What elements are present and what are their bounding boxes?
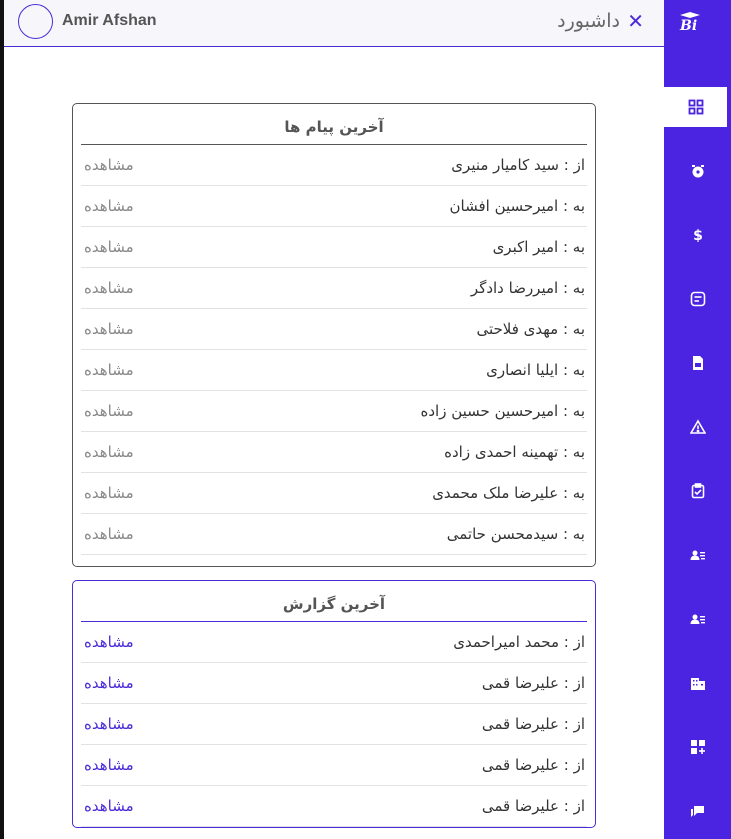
message-row (81, 391, 587, 432)
message-row (81, 227, 587, 268)
view-link[interactable]: مشاهده (84, 238, 134, 256)
message-row (81, 473, 587, 514)
view-link[interactable]: مشاهده (84, 797, 134, 815)
alarm-icon (690, 163, 706, 179)
latest-reports-card (72, 580, 596, 828)
sidebar (664, 0, 731, 839)
sidebar-item-chat[interactable] (664, 791, 731, 831)
page-title: داشبورد (557, 10, 620, 32)
report-sender: از : محمد امیراحمدی (453, 633, 585, 651)
warning-icon (690, 419, 706, 435)
message-recipient: به : امیرحسین حسین زاده (420, 402, 585, 420)
message-row (81, 309, 587, 350)
sidebar-item-contacts[interactable] (664, 599, 731, 639)
chat-icon (690, 803, 706, 819)
view-link[interactable]: مشاهده (84, 756, 134, 774)
view-link[interactable]: مشاهده (84, 525, 134, 543)
sidebar-item-widgets[interactable] (664, 727, 731, 767)
message-recipient: به : تهمینه احمدی زاده (444, 443, 585, 461)
top-bar (4, 0, 664, 47)
svg-text:$: $ (692, 228, 703, 243)
clipboard-check-icon (690, 483, 706, 499)
report-row (81, 745, 587, 786)
sidebar-item-warnings[interactable] (664, 407, 731, 447)
latest-reports-title: آخرین گزارش (81, 581, 587, 622)
report-sender: از : علیرضا قمی (481, 674, 585, 692)
sidebar-item-documents[interactable] (664, 343, 731, 383)
view-link[interactable]: مشاهده (84, 156, 134, 174)
view-link[interactable]: مشاهده (84, 320, 134, 338)
sidebar-item-users[interactable] (664, 535, 731, 575)
view-link[interactable]: مشاهده (84, 715, 134, 733)
graduation-cap-icon (680, 12, 700, 20)
latest-messages-title: آخرین پیام ها (81, 104, 587, 145)
window-left-edge (0, 0, 4, 839)
avatar[interactable] (18, 4, 53, 39)
report-row (81, 663, 587, 704)
message-recipient: به : امیررضا دادگر (470, 279, 585, 297)
message-recipient: به : علیرضا ملک محمدی (432, 484, 585, 502)
close-icon[interactable]: ✕ (627, 9, 644, 33)
message-row (81, 350, 587, 391)
message-recipient: به : امیر اکبری (492, 238, 585, 256)
view-link[interactable]: مشاهده (84, 633, 134, 651)
user-list-icon (690, 547, 706, 563)
report-row (81, 704, 587, 745)
view-link[interactable]: مشاهده (84, 674, 134, 692)
view-link[interactable]: مشاهده (84, 197, 134, 215)
message-recipient: به : مهدی فلاحتی (476, 320, 585, 338)
report-row (81, 786, 587, 827)
report-sender: از : علیرضا قمی (481, 797, 585, 815)
message-recipient: به : سیدمحسن حاتمی (446, 525, 585, 543)
view-link[interactable]: مشاهده (84, 279, 134, 297)
view-link[interactable]: مشاهده (84, 443, 134, 461)
sidebar-item-organizations[interactable] (664, 663, 731, 703)
report-sender: از : علیرضا قمی (481, 715, 585, 733)
sidebar-item-dashboard[interactable] (664, 87, 727, 127)
sidebar-item-tasks[interactable] (664, 471, 731, 511)
view-link[interactable]: مشاهده (84, 361, 134, 379)
report-sender: از : علیرضا قمی (481, 756, 585, 774)
message-row (81, 514, 587, 555)
message-row (81, 432, 587, 473)
report-row (81, 622, 587, 663)
user-list-icon-2 (690, 611, 706, 627)
view-link[interactable]: مشاهده (84, 402, 134, 420)
note-icon (690, 291, 706, 307)
logo-text: Bi (680, 18, 698, 34)
message-recipient: به : امیرحسین افشان (449, 197, 585, 215)
dashboard-add-icon (690, 739, 706, 755)
sidebar-item-finance[interactable] (664, 215, 731, 255)
user-name[interactable]: Amir Afshan (62, 12, 157, 29)
dollar-icon (690, 227, 706, 243)
message-recipient: به : ایلیا انصاری (486, 361, 585, 379)
building-icon (690, 675, 706, 691)
message-row (81, 186, 587, 227)
document-icon (690, 355, 706, 371)
message-row (81, 268, 587, 309)
message-row (81, 145, 587, 186)
sidebar-item-notes[interactable] (664, 279, 731, 319)
sidebar-item-alarms[interactable] (664, 151, 731, 191)
message-recipient: از : سید کامیار منیری (451, 156, 585, 174)
view-link[interactable]: مشاهده (84, 484, 134, 502)
logo[interactable] (680, 18, 704, 40)
grid-icon (688, 99, 704, 115)
latest-messages-card (72, 103, 596, 567)
